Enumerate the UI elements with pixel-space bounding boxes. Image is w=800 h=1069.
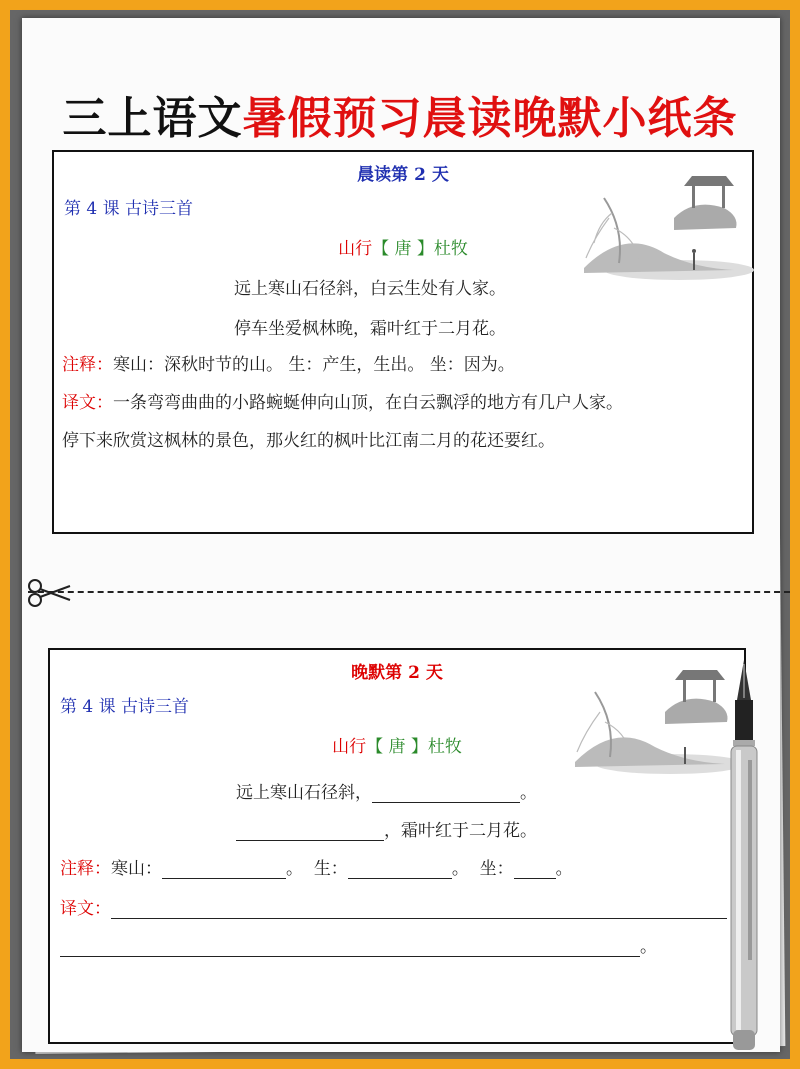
morning-poem-author: 杜牧 [433,239,468,259]
evening-notes [60,854,573,879]
evening-poem-name: 山行 [332,737,367,757]
landscape-pavilion-icon [564,158,754,288]
evening-translation-line-2 [60,932,657,957]
evening-translation-label: 译文： [60,899,111,919]
note-sheng-blank[interactable] [348,860,452,879]
scissors-icon [26,578,74,608]
note-zuo-blank[interactable] [514,860,556,879]
note-period-1: 。 [286,859,303,879]
note-hanshan-blank[interactable] [162,860,286,879]
note-sheng-label: 生： [313,859,348,879]
translation-blank-1[interactable] [111,900,727,919]
morning-translation-text-2: 停下来欣赏这枫林的景色，那火红的枫叶比江南二月的花还要红。 [62,431,555,451]
evening-heading: 晚默第 2 天 [351,663,443,683]
page-title [0,82,800,146]
morning-poem-name: 山行 [338,239,373,259]
morning-translation-text-1: 一条弯弯曲曲的小路蜿蜒伸向山顶，在白云飘浮的地方有几户人家。 [113,393,623,413]
fountain-pen-icon [724,660,764,1055]
morning-poem-line-1: 远上寒山石径斜，白云生处有人家。 [234,279,506,299]
translation-period: 。 [640,937,657,957]
note-period-3: 。 [555,859,573,879]
evening-notes-label: 注释： [60,859,111,879]
morning-notes-text: 寒山：深秋时节的山。 生：产生，生出。 坐：因为。 [113,355,515,375]
morning-reading-card [52,150,754,534]
morning-poem-dynasty: 【 唐 】 [372,239,434,259]
evening-poem-line-1 [236,778,537,803]
evening-poem-title [50,732,744,757]
evening-line2-end: ，霜叶红于二月花。 [384,821,537,841]
morning-translation [62,388,623,413]
note-hanshan-label: 寒山： [111,859,162,879]
morning-poem-line-2: 停车坐爱枫林晚，霜叶红于二月花。 [234,319,506,339]
line1-answer-blank[interactable] [372,784,520,803]
morning-heading: 晨读第 2 天 [357,165,449,185]
translation-blank-2[interactable] [60,938,640,957]
evening-poem-dynasty: 【 唐 】 [366,737,428,757]
line2-answer-blank[interactable] [236,822,384,841]
note-zuo-label: 坐： [479,859,514,879]
morning-poem-title [54,234,752,259]
title-topic: 暑假预习晨读晚默小纸条 [242,93,738,144]
evening-poem-author: 杜牧 [427,737,462,757]
landscape-pavilion-icon [555,652,745,782]
cut-line [28,591,790,593]
morning-notes [62,350,515,375]
note-period-2: 。 [451,859,469,879]
evening-line1-start: 远上寒山石径斜， [236,783,372,803]
evening-poem-line-2 [236,816,537,841]
evening-translation [60,894,727,919]
evening-lesson: 第 4 课 古诗三首 [60,697,190,717]
evening-line1-end: 。 [520,783,537,803]
morning-translation-label: 译文： [62,393,113,413]
evening-dictation-card [48,648,746,1044]
title-grade-subject: 三上语文 [62,93,243,144]
morning-notes-label: 注释： [62,355,113,375]
morning-lesson: 第 4 课 古诗三首 [64,199,194,219]
